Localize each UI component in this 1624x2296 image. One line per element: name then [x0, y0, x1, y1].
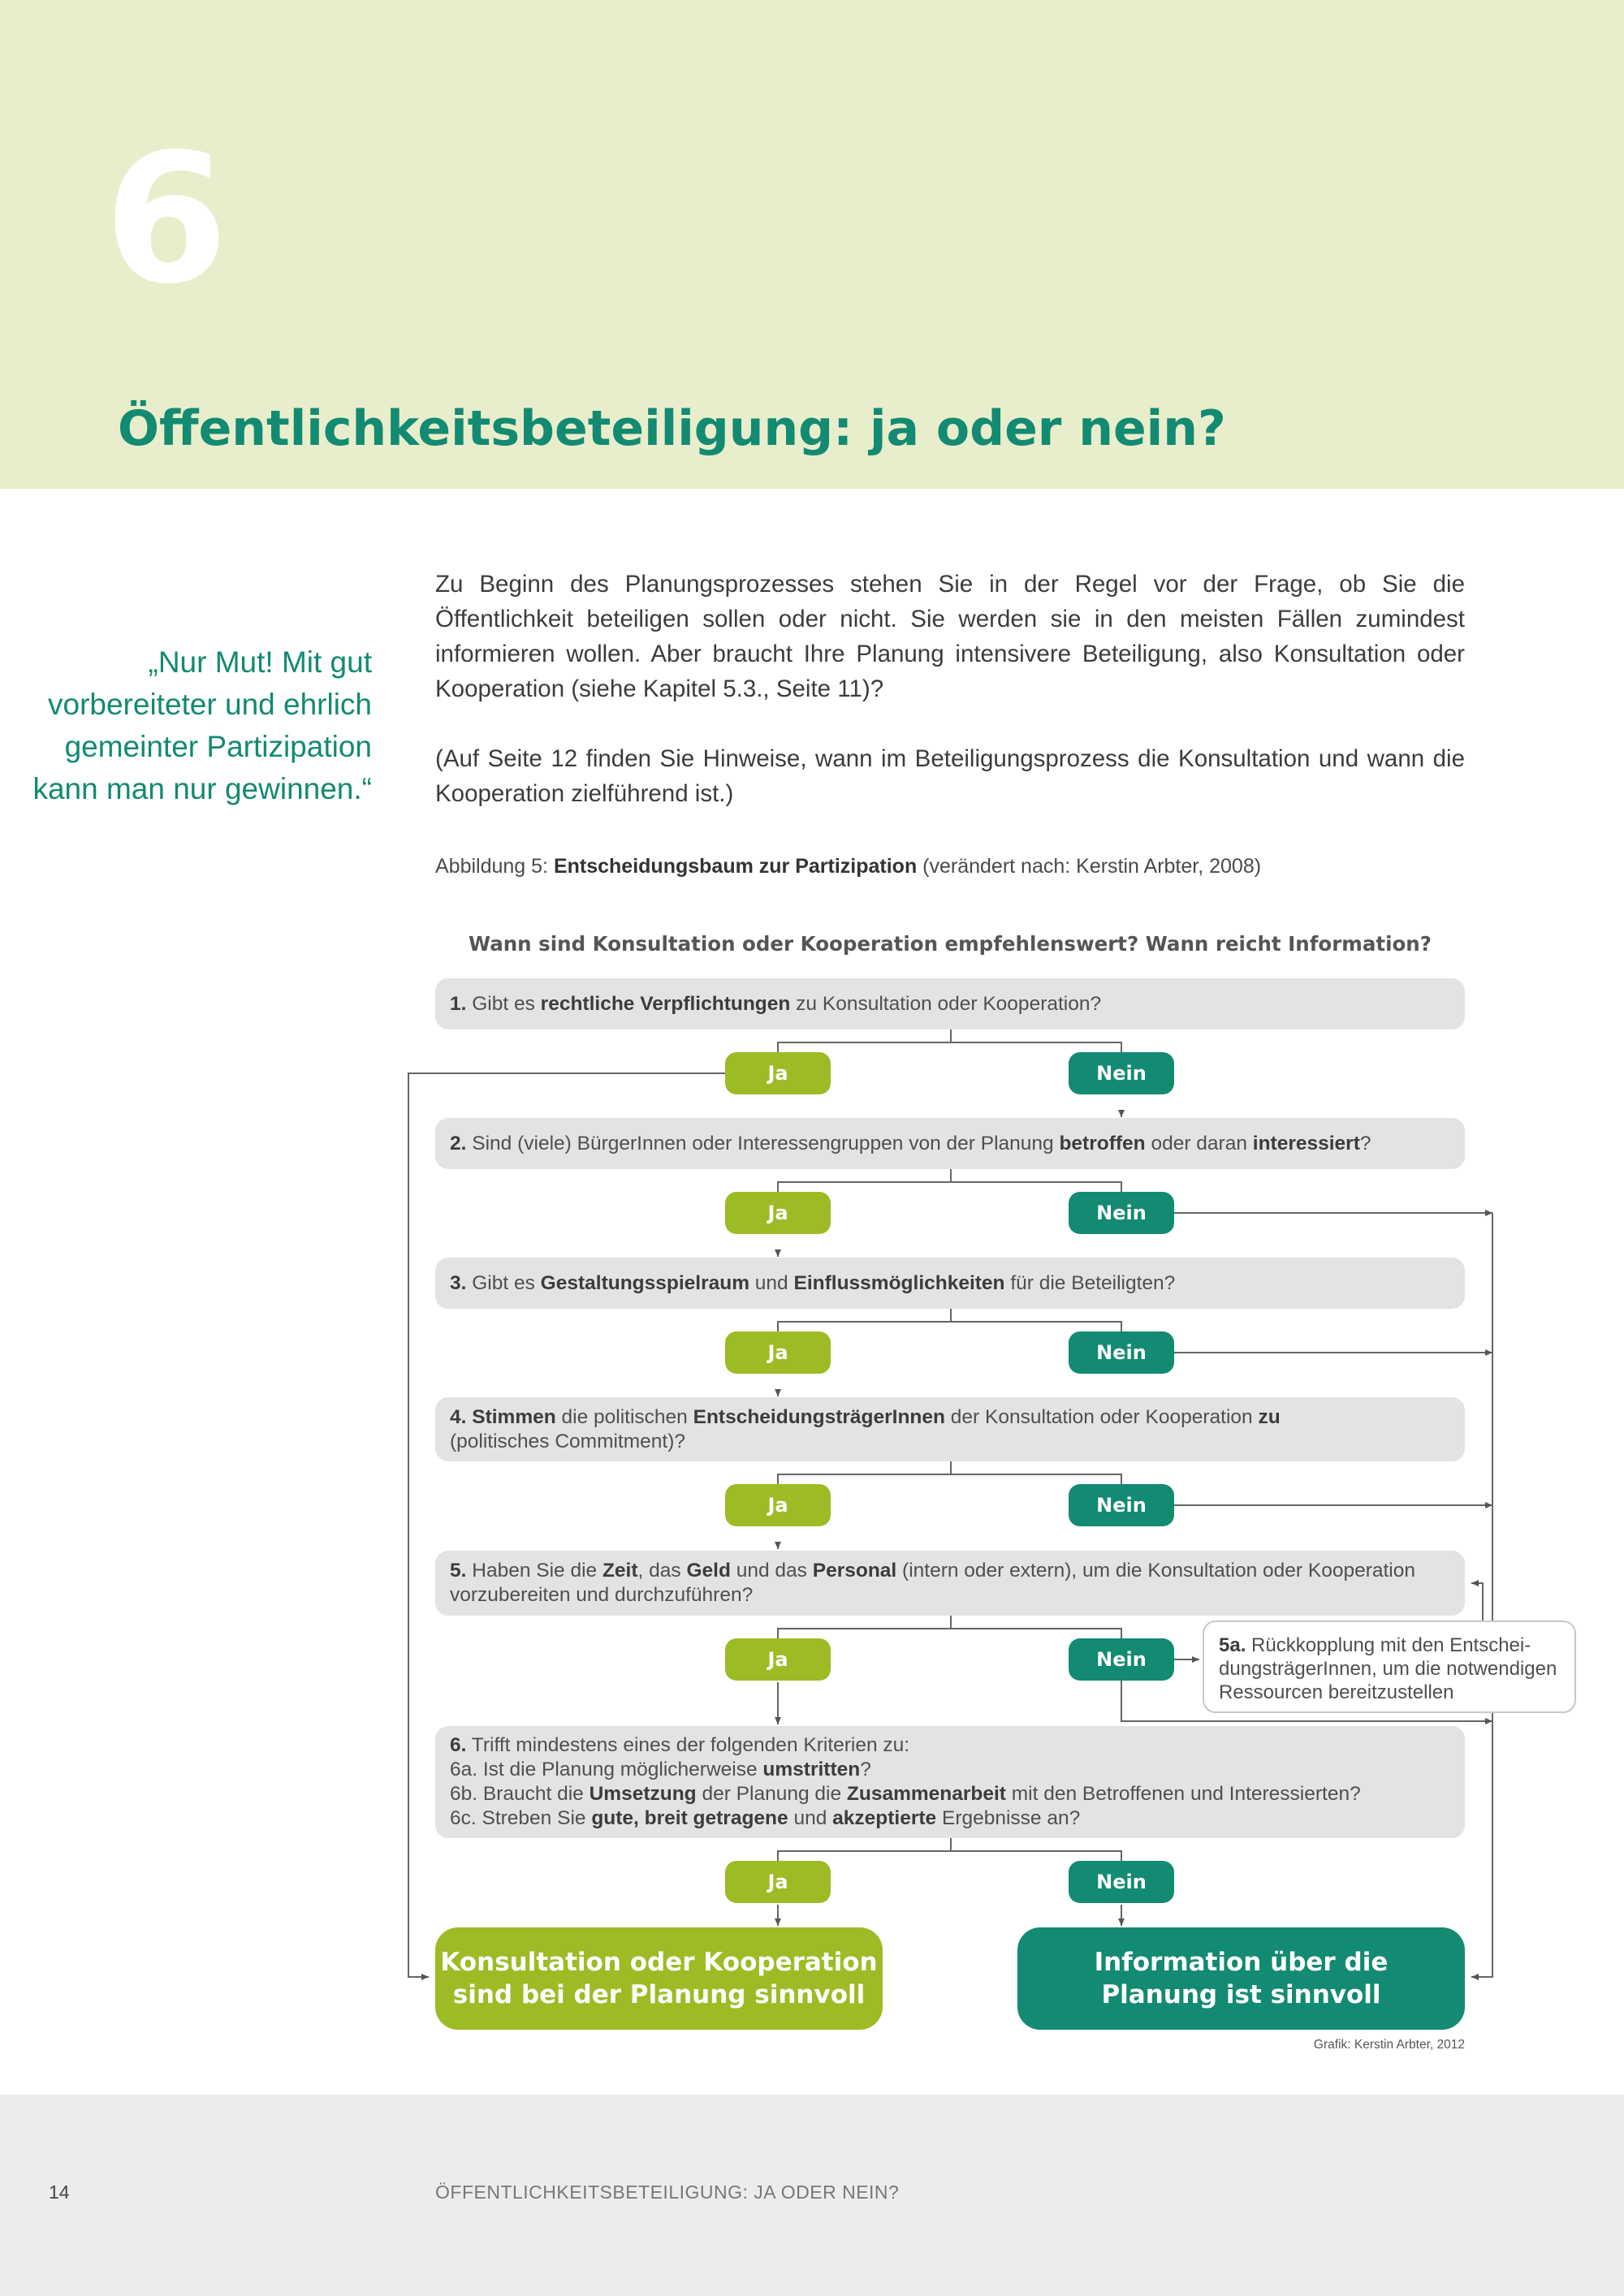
- yes-pill-q5: Ja: [725, 1638, 831, 1681]
- intro-paragraph: (Auf Seite 12 finden Sie Hinweise, wann im Beteiligungsprozess die Konsultation und wann die Kooperation zielführend ist.): [435, 745, 1465, 807]
- question-text: Sind (viele) BürgerInnen oder Interessengruppen von der Planung: [466, 1132, 1060, 1154]
- question-text: ?: [1359, 1132, 1371, 1154]
- running-title: ÖFFENTLICHKEITSBETEILIGUNG: JA ODER NEIN?: [435, 2182, 900, 2203]
- result-line: Information über die: [1094, 1948, 1389, 1977]
- question-number: 1.: [450, 992, 467, 1015]
- question-text: oder daran: [1145, 1132, 1253, 1154]
- no-pill-q6: Nein: [1069, 1861, 1174, 1903]
- question-emphasis: gute, breit getragene: [591, 1807, 788, 1829]
- question-text: 6b. Braucht die: [450, 1783, 590, 1805]
- question-line: [450, 992, 1450, 1016]
- note-number: 5a.: [1219, 1634, 1246, 1656]
- question-text: 6a. Ist die Planung möglicherweise: [450, 1759, 763, 1780]
- question-text: 6c. Streben Sie: [450, 1807, 592, 1829]
- question-1: [435, 978, 1465, 1029]
- no-pill-q3: Nein: [1069, 1331, 1174, 1374]
- no-pill-q2: Nein: [1069, 1192, 1174, 1234]
- quote-line: vorbereiteter und ehrlich: [48, 688, 372, 721]
- no-pill-q4: Nein: [1069, 1484, 1174, 1526]
- question-emphasis: rechtliche Verpflichtungen: [540, 992, 791, 1015]
- question-emphasis: Umsetzung: [589, 1783, 697, 1805]
- yes-pill-q2: Ja: [725, 1192, 831, 1234]
- chapter-title: Öffentlichkeitsbeteiligung: ja oder nein?: [118, 400, 1226, 457]
- question-line: [450, 1782, 1450, 1806]
- question-line: (politisches Commitment)?: [450, 1430, 685, 1452]
- question-emphasis: Zeit: [602, 1560, 638, 1582]
- question-line: vorzubereiten und durchzuführen?: [450, 1584, 754, 1606]
- question-emphasis: Zusammenarbeit: [846, 1783, 1006, 1805]
- question-text: und das: [730, 1560, 813, 1582]
- question-emphasis: Gestaltungsspielraum: [540, 1271, 749, 1294]
- question-text: Ergebnisse an?: [936, 1807, 1081, 1829]
- question-text: der Planung die: [696, 1783, 847, 1805]
- question-3: [435, 1258, 1465, 1309]
- note-line: [1219, 1634, 1574, 1657]
- question-text: und: [749, 1271, 794, 1294]
- question-emphasis: interessiert: [1252, 1132, 1360, 1154]
- question-emphasis: Stimmen: [472, 1405, 556, 1428]
- question-emphasis: EntscheidungsträgerInnen: [693, 1405, 945, 1428]
- question-text: (intern oder extern), um die Konsultation oder Kooperation: [896, 1560, 1415, 1582]
- question-text: ?: [860, 1759, 871, 1780]
- intro-paragraph: Zu Beginn des Planungsprozesses stehen Sie in der Regel vor der Frage, ob Sie die Öffentlichkeit beteiligen sollen oder nicht. Sie werden sie in den meisten Fällen zumindest informieren wollen. Aber braucht Ihre Planung intensivere Beteiligung, also Konsultation oder Kooperation (siehe Kapitel 5.3., Seite 11)?: [435, 571, 1465, 702]
- question-line: [450, 1405, 1450, 1430]
- no-pill-q5: Nein: [1069, 1638, 1174, 1681]
- question-line: [450, 1271, 1450, 1296]
- question-emphasis: Einflussmöglichkeiten: [793, 1271, 1005, 1294]
- chapter-number: 6: [104, 115, 229, 323]
- quote-line: „Nur Mut! Mit gut: [148, 645, 372, 679]
- question-text: für die Beteiligten?: [1004, 1271, 1176, 1294]
- no-pill-q1: Nein: [1069, 1052, 1174, 1094]
- question-6: [435, 1726, 1465, 1838]
- result-consultation: [435, 1927, 883, 2030]
- result-information: [1017, 1927, 1465, 2030]
- question-text: und: [788, 1807, 833, 1829]
- diagram-question: Wann sind Konsultation oder Kooperation empfehlenswert? Wann reicht Information?: [469, 932, 1432, 956]
- question-line: [450, 1733, 1450, 1758]
- caption-suffix: (verändert nach: Kerstin Arbter, 2008): [917, 855, 1262, 878]
- graphic-credit: Grafik: Kerstin Arbter, 2012: [1313, 2038, 1465, 2052]
- question-emphasis: akzeptierte: [832, 1807, 937, 1829]
- question-text: , das: [637, 1560, 687, 1582]
- yes-pill-q4: Ja: [725, 1484, 831, 1526]
- note-line: dungsträgerInnen, um die notwendigen: [1219, 1658, 1557, 1680]
- question-text: Gibt es: [466, 1271, 541, 1294]
- question-text: zu Konsultation oder Kooperation?: [790, 992, 1102, 1015]
- note-text: Rückkopplung mit den Entschei-: [1246, 1634, 1531, 1656]
- question-text: Gibt es: [466, 992, 541, 1015]
- quote-line: gemeinter Partizipation: [64, 730, 372, 763]
- question-line: [450, 1559, 1450, 1583]
- question-line: [450, 1758, 1450, 1782]
- question-number: 4.: [450, 1405, 467, 1428]
- question-text: Haben Sie die: [466, 1560, 603, 1582]
- yes-pill-q6: Ja: [725, 1861, 831, 1903]
- question-text: der Konsultation oder Kooperation: [945, 1405, 1259, 1428]
- caption-prefix: Abbildung 5:: [435, 855, 554, 878]
- feedback-note-5a: [1203, 1621, 1576, 1713]
- caption-title: Entscheidungsbaum zur Partizipation: [553, 855, 918, 878]
- question-line: [450, 1806, 1450, 1831]
- question-number: 2.: [450, 1132, 467, 1154]
- question-4: [435, 1397, 1465, 1461]
- note-line: Ressourcen bereitzustellen: [1219, 1681, 1454, 1703]
- question-emphasis: zu: [1258, 1405, 1281, 1428]
- question-emphasis: umstritten: [762, 1759, 861, 1780]
- question-line: [450, 1132, 1450, 1156]
- question-number: 5.: [450, 1560, 467, 1582]
- yes-pill-q3: Ja: [725, 1331, 831, 1374]
- question-5: [435, 1551, 1465, 1616]
- question-2: [435, 1118, 1465, 1169]
- question-number: 3.: [450, 1271, 467, 1294]
- question-text: Trifft mindestens eines der folgenden Kriterien zu:: [466, 1734, 910, 1756]
- result-line: Planung ist sinnvoll: [1101, 1980, 1381, 2009]
- yes-pill-q1: Ja: [725, 1052, 831, 1094]
- question-emphasis: Geld: [686, 1560, 731, 1582]
- result-line: Konsultation oder Kooperation: [440, 1948, 878, 1977]
- question-emphasis: betroffen: [1059, 1132, 1146, 1154]
- page-number: 14: [49, 2182, 70, 2203]
- question-text: die politischen: [555, 1405, 693, 1428]
- question-emphasis: Personal: [812, 1560, 897, 1582]
- question-text: mit den Betroffenen und Interessierten?: [1005, 1783, 1361, 1805]
- question-number: 6.: [450, 1734, 467, 1756]
- quote-line: kann man nur gewinnen.“: [32, 772, 372, 805]
- result-line: sind bei der Planung sinnvoll: [452, 1980, 866, 2009]
